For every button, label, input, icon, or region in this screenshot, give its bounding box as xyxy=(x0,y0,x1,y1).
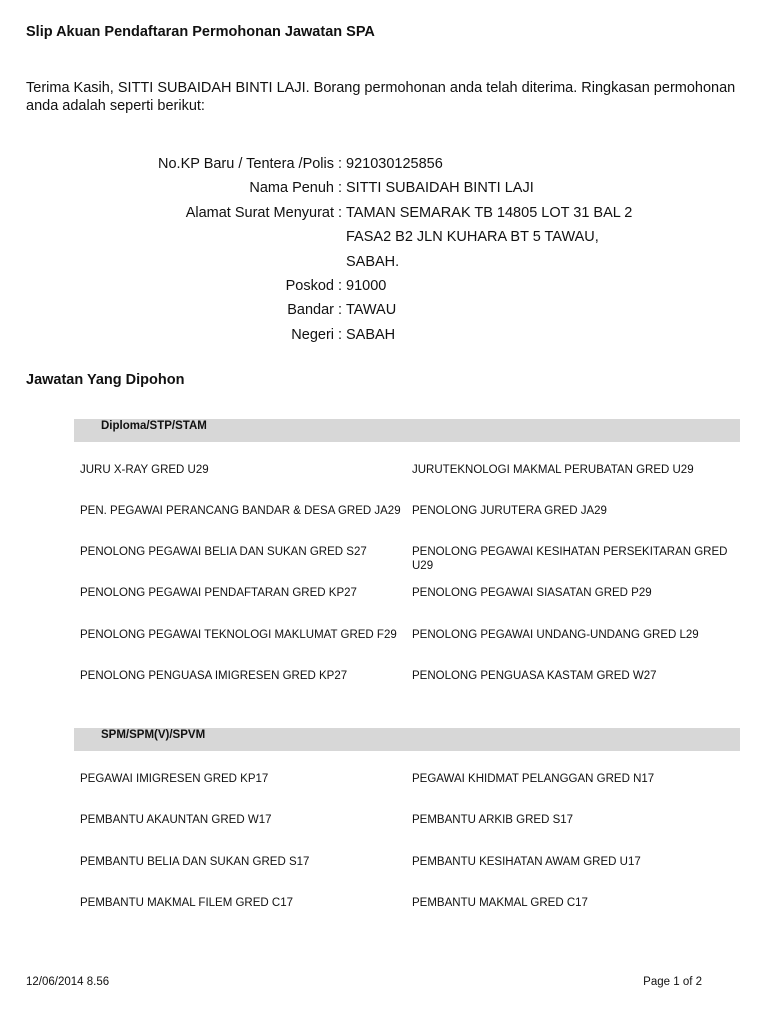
category-label: SPM/SPM(V)/SPVM xyxy=(101,729,206,741)
page-title: Slip Akuan Pendaftaran Permohonan Jawatan SPA xyxy=(26,24,375,40)
job-item: PEN. PEGAWAI PERANCANG BANDAR & DESA GRED JA29 xyxy=(80,505,401,517)
detail-row-postcode xyxy=(80,274,740,298)
job-item: PEMBANTU BELIA DAN SUKAN GRED S17 xyxy=(80,856,310,868)
job-item: PENOLONG PEGAWAI TEKNOLOGI MAKLUMAT GRED F29 xyxy=(80,629,397,641)
postcode-label: Poskod xyxy=(285,278,334,295)
job-item: PENOLONG PEGAWAI SIASATAN GRED P29 xyxy=(412,587,652,599)
job-item: PENOLONG JURUTERA GRED JA29 xyxy=(412,505,607,517)
address-line-3: SABAH. xyxy=(346,253,400,270)
job-item: PEGAWAI KHIDMAT PELANGGAN GRED N17 xyxy=(412,773,655,785)
job-list xyxy=(80,457,740,704)
positions-heading: Jawatan Yang Dipohon xyxy=(26,372,185,388)
separator: : xyxy=(337,302,343,319)
separator: : xyxy=(337,278,343,295)
separator: : xyxy=(337,326,343,343)
state-value: SABAH xyxy=(346,326,396,343)
postcode-value: 91000 xyxy=(346,278,387,295)
job-item: PENOLONG PENGUASA KASTAM GRED W27 xyxy=(412,670,657,682)
state-label: Negeri xyxy=(291,326,334,343)
job-item: PEMBANTU MAKMAL GRED C17 xyxy=(412,897,588,909)
detail-row-address xyxy=(80,201,740,225)
job-item: PEMBANTU AKAUNTAN GRED W17 xyxy=(80,814,272,826)
ic-label: No.KP Baru / Tentera /Polis xyxy=(158,156,334,172)
intro-text: Terima Kasih, SITTI SUBAIDAH BINTI LAJI. Borang permohonan anda telah diterima. Ringkasan permohonan anda adalah seperti berikut: xyxy=(26,80,736,114)
category-label: Diploma/STP/STAM xyxy=(101,420,207,432)
job-item: PENOLONG PEGAWAI BELIA DAN SUKAN GRED S27 xyxy=(80,546,367,558)
job-item: JURUTEKNOLOGI MAKMAL PERUBATAN GRED U29 xyxy=(412,464,694,476)
category-header xyxy=(74,728,740,751)
job-item: PEMBANTU ARKIB GRED S17 xyxy=(412,814,574,826)
job-item: PEMBANTU MAKMAL FILEM GRED C17 xyxy=(80,897,294,909)
job-item: JURU X-RAY GRED U29 xyxy=(80,464,209,476)
address-line-2: FASA2 B2 JLN KUHARA BT 5 TAWAU, xyxy=(346,229,599,246)
applicant-details xyxy=(80,152,740,347)
detail-row-city xyxy=(80,298,740,322)
job-item: PEMBANTU KESIHATAN AWAM GRED U17 xyxy=(412,856,641,868)
category-header xyxy=(74,419,740,442)
job-item: PENOLONG PEGAWAI PENDAFTARAN GRED KP27 xyxy=(80,587,357,599)
separator: : xyxy=(337,156,343,172)
detail-row-name xyxy=(80,176,740,200)
job-item: PENOLONG PENGUASA IMIGRESEN GRED KP27 xyxy=(80,670,348,682)
detail-row-address-2 xyxy=(80,225,740,249)
separator: : xyxy=(337,180,343,197)
job-item: PENOLONG PEGAWAI UNDANG-UNDANG GRED L29 xyxy=(412,629,699,641)
name-value: SITTI SUBAIDAH BINTI LAJI xyxy=(346,180,534,197)
name-label: Nama Penuh xyxy=(249,180,334,197)
detail-row-state xyxy=(80,323,740,347)
print-datetime: 12/06/2014 8.56 xyxy=(26,976,110,988)
address-line-1: TAMAN SEMARAK TB 14805 LOT 31 BAL 2 xyxy=(346,204,633,221)
detail-row-ic xyxy=(80,152,740,176)
city-value: TAWAU xyxy=(346,302,397,319)
address-label: Alamat Surat Menyurat xyxy=(185,204,334,221)
city-label: Bandar xyxy=(287,302,334,319)
job-list xyxy=(80,766,740,931)
page-number: Page 1 of 2 xyxy=(643,976,702,988)
job-item: PEGAWAI IMIGRESEN GRED KP17 xyxy=(80,773,269,785)
ic-value: 921030125856 xyxy=(346,156,443,172)
detail-row-address-3 xyxy=(80,250,740,274)
job-item: PENOLONG PEGAWAI KESIHATAN PERSEKITARAN GRED U29 xyxy=(412,546,728,572)
separator: : xyxy=(337,204,343,221)
